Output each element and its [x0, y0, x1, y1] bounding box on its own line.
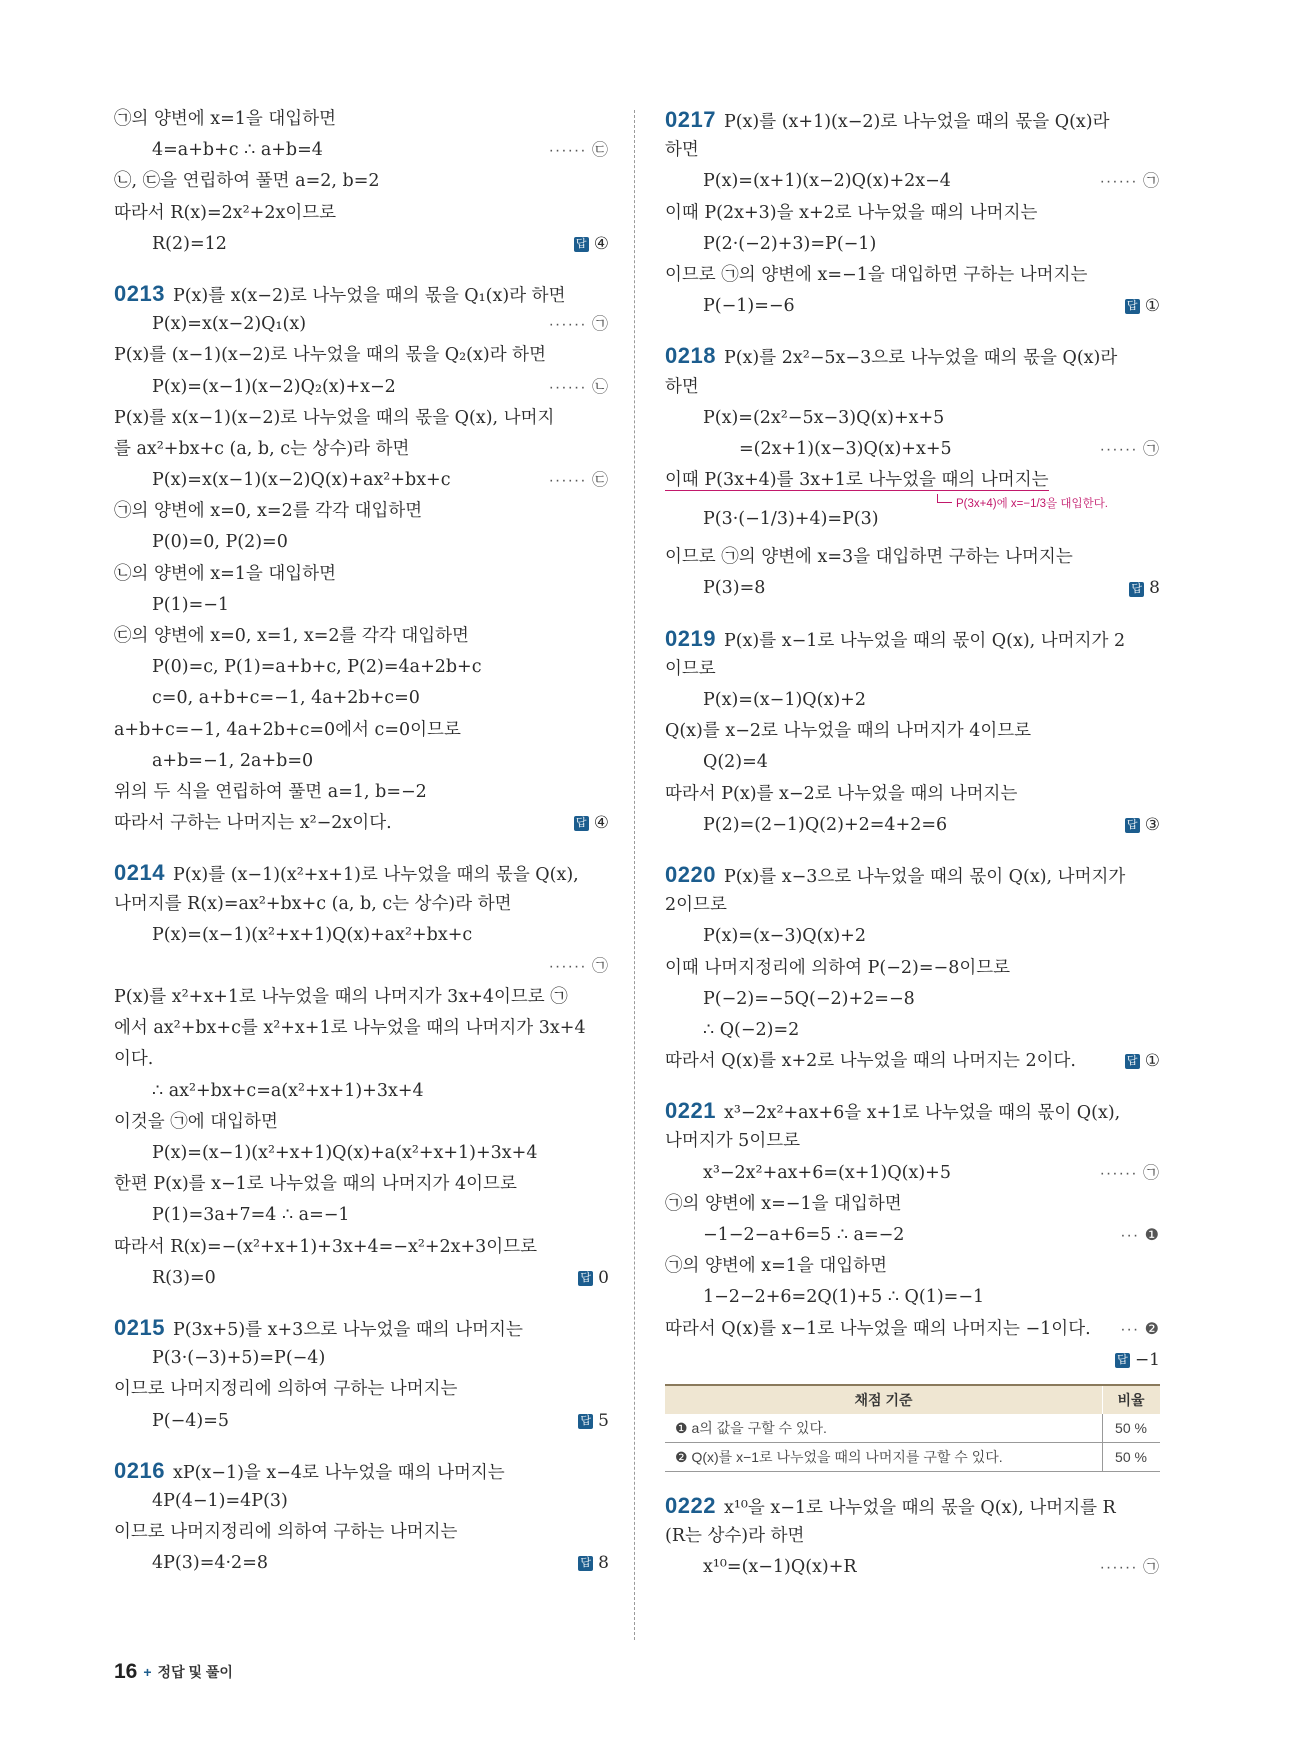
solution-line: [114, 1107, 609, 1138]
problem-heading-line: [114, 1455, 609, 1486]
solution-line: [114, 104, 609, 135]
solution-line: [665, 890, 1160, 921]
answer-mark: [1125, 1046, 1160, 1077]
line-text: 이므로 나머지정리에 의하여 구하는 나머지는: [114, 1522, 458, 1543]
line-text: 4=a+b+c ∴ a+b=4: [152, 140, 323, 161]
line-text: P(x)=x(x−2)Q₁(x): [152, 314, 307, 335]
note-text: P(3x+4)에 x=−1/3을 대입한다.: [956, 498, 1108, 511]
solution-line: [114, 166, 609, 197]
solution-line: [114, 1076, 609, 1107]
solution-line: [665, 1126, 1160, 1157]
equation-tag: ······ ㉠: [1099, 173, 1160, 191]
answer-icon: 답: [1115, 1353, 1130, 1368]
line-text: 를 ax²+bx+c (a, b, c는 상수)라 하면: [114, 438, 410, 459]
answer-icon: 답: [1125, 299, 1140, 314]
solution-line: [114, 1169, 609, 1200]
line-text: 이다.: [114, 1049, 154, 1070]
page-footer: [114, 1660, 233, 1684]
line-text: P(1)=−1: [152, 594, 230, 615]
solution-line: [665, 716, 1160, 747]
solution-line: [114, 808, 609, 839]
solution-line: [665, 747, 1160, 778]
line-text: R(3)=0: [152, 1267, 216, 1288]
line-text: 이때 나머지정리에 의하여 P(−2)=−8이므로: [665, 957, 1011, 978]
solution-line: [665, 1158, 1160, 1189]
solution-line: [665, 779, 1160, 810]
line-text: P(x)=(x−1)(x²+x+1)Q(x)+a(x²+x+1)+3x+4: [152, 1143, 538, 1163]
solution-line: [114, 683, 609, 714]
plus-icon: +: [143, 1664, 152, 1680]
line-text: 2이므로: [665, 895, 727, 916]
answer-value: ①: [1144, 1051, 1160, 1072]
line-text: ㉠의 양변에 x=1을 대입하면: [114, 109, 336, 129]
line-text: 이므로 ㉠의 양변에 x=−1을 대입하면 구하는 나머지는: [665, 264, 1088, 285]
line-text: P(0)=0, P(2)=0: [152, 532, 288, 553]
line-text: 따라서 R(x)=2x²+2x이므로: [114, 202, 337, 223]
line-text: Q(2)=4: [703, 752, 768, 773]
solution-line: [114, 372, 609, 403]
solution-line: [114, 198, 609, 229]
line-text: 이므로 ㉠의 양변에 x=3을 대입하면 구하는 나머지는: [665, 547, 1073, 568]
answer-value: ③: [1144, 814, 1160, 835]
solution-line: [114, 715, 609, 746]
line-text: 하면: [665, 140, 699, 161]
line-text: P(−4)=5: [152, 1410, 230, 1431]
line-text: P(x)를 x(x−1)(x−2)로 나누었을 때의 몫을 Q(x), 나머지: [114, 407, 555, 428]
solution-line: [114, 559, 609, 590]
line-text: P(3)=8: [703, 578, 766, 599]
solution-line: [665, 984, 1160, 1015]
answer-mark: [1125, 291, 1160, 322]
answer-icon: 답: [578, 1414, 593, 1429]
right-column-tail: [665, 1472, 1160, 1584]
line-text: P(x)=(2x²−5x−3)Q(x)+x+5: [703, 407, 945, 428]
answer-value: 5: [598, 1410, 609, 1431]
solution-line: [665, 291, 1160, 322]
line-text: 이것을 ㉠에 대입하면: [114, 1111, 278, 1132]
section-gap: [665, 1077, 1160, 1095]
problem-number: 0220: [665, 861, 716, 887]
section-gap: [665, 605, 1160, 623]
line-text: 이때 P(2x+3)을 x+2로 나누었을 때의 나머지는: [665, 202, 1038, 223]
line-text: 따라서 Q(x)를 x−1로 나누었을 때의 나머지는 −1이다.: [665, 1318, 1091, 1339]
line-text: x¹⁰을 x−1로 나누었을 때의 몫을 Q(x), 나머지를 R: [723, 1497, 1116, 1518]
solution-line: [665, 1251, 1160, 1282]
solution-line: [665, 465, 1160, 496]
equation-tag: ······ ㉡: [548, 378, 609, 396]
line-text: P(x)를 (x+1)(x−2)로 나누었을 때의 몫을 Q(x)라: [723, 112, 1110, 132]
grading-header-rate: 비율: [1103, 1385, 1161, 1414]
solution-line: [665, 434, 1160, 465]
section-gap: [114, 839, 609, 857]
answer-icon: 답: [578, 1556, 593, 1571]
line-text: P(x)를 (x−1)(x²+x+1)로 나누었을 때의 몫을 Q(x),: [172, 865, 579, 886]
solution-line: [665, 403, 1160, 434]
solution-line: [114, 403, 609, 434]
solution-line: [114, 1343, 609, 1374]
line-text: P(x)를 x−1로 나누었을 때의 몫이 Q(x), 나머지가 2: [723, 630, 1126, 651]
answer-icon: 답: [574, 816, 589, 831]
line-text: 에서 ax²+bx+c를 x²+x+1로 나누었을 때의 나머지가 3x+4: [114, 1018, 586, 1039]
answer-icon: 답: [1125, 1054, 1140, 1069]
line-text: P(x)를 x−3으로 나누었을 때의 몫이 Q(x), 나머지가: [723, 866, 1126, 887]
equation-tag: ······ ㉠: [1099, 440, 1160, 458]
line-text: 이므로: [665, 658, 716, 679]
problem-heading-line: [114, 1312, 609, 1343]
solution-line: [665, 1552, 1160, 1583]
problem-number: 0218: [665, 343, 716, 369]
section-gap: [114, 1437, 609, 1455]
line-text: P(3·(−1/3)+4)=P(3): [703, 509, 879, 530]
solution-line: [665, 372, 1160, 403]
solution-line: [665, 1015, 1160, 1046]
problem-heading-line: [665, 1095, 1160, 1126]
section-gap: [665, 841, 1160, 859]
line-text: x³−2x²+ax+6을 x+1로 나누었을 때의 몫이 Q(x),: [723, 1103, 1121, 1124]
line-text: c=0, a+b+c=−1, 4a+2b+c=0: [152, 688, 420, 709]
line-text: 4P(3)=4·2=8: [152, 1553, 268, 1574]
solution-line: [114, 746, 609, 777]
solution-line: [665, 953, 1160, 984]
line-text: 하면: [665, 376, 699, 397]
solution-line: [665, 135, 1160, 166]
line-text: P(1)=3a+7=4 ∴ a=−1: [152, 1205, 350, 1226]
problem-heading-line: [114, 857, 609, 888]
right-column-main: [665, 104, 1160, 1376]
equation-tag: ······ ㉠: [548, 316, 609, 334]
equation-tag: ··· ❷: [1120, 1320, 1160, 1338]
solution-line: [665, 229, 1160, 260]
line-text: 따라서 P(x)를 x−2로 나누었을 때의 나머지는: [665, 783, 1018, 804]
solution-line: [114, 229, 609, 260]
problem-number: 0217: [665, 107, 716, 132]
grading-criterion: ❷ Q(x)를 x−1로 나누었을 때의 나머지를 구할 수 있다.: [665, 1442, 1103, 1471]
line-text: 따라서 R(x)=−(x²+x+1)+3x+4=−x²+2x+3이므로: [114, 1236, 538, 1257]
line-text: a+b+c=−1, 4a+2b+c=0에서 c=0이므로: [114, 719, 461, 740]
line-text: P(x)=(x−1)Q(x)+2: [703, 690, 866, 710]
equation-tag: ······ ㉠: [548, 957, 609, 975]
solution-line: [665, 260, 1160, 291]
solution-line: [114, 1200, 609, 1231]
answer-value: −1: [1134, 1349, 1160, 1370]
line-text: P(2·(−2)+3)=P(−1): [703, 233, 877, 254]
answer-mark: [1115, 1345, 1160, 1376]
line-text: =(2x+1)(x−3)Q(x)+x+5: [739, 438, 952, 459]
column-divider: [634, 110, 635, 1640]
answer-value: 0: [598, 1267, 609, 1288]
equation-tag: ······ ㉠: [1099, 1164, 1160, 1182]
problem-number: 0215: [114, 1314, 165, 1340]
solution-line: [114, 590, 609, 621]
solution-line: [114, 1548, 609, 1579]
line-text: ㉠의 양변에 x=1을 대입하면: [665, 1256, 887, 1277]
line-text: P(3x+5)를 x+3으로 나누었을 때의 나머지는: [172, 1319, 523, 1340]
solution-line: [665, 198, 1160, 229]
answer-icon: 답: [1125, 818, 1140, 833]
line-text: P(x)=x(x−1)(x−2)Q(x)+ax²+bx+c: [152, 470, 451, 491]
solution-line: [665, 1189, 1160, 1220]
solution-line: [114, 1013, 609, 1044]
solution-line: [114, 1044, 609, 1075]
line-text: P(x)=(x+1)(x−2)Q(x)+2x−4: [703, 171, 951, 192]
equation-tag: ······ ㉢: [548, 472, 609, 490]
line-text: 이므로 나머지정리에 의하여 구하는 나머지는: [114, 1379, 458, 1400]
solution-line: [665, 921, 1160, 952]
line-text: ∴ ax²+bx+c=a(x²+x+1)+3x+4: [152, 1080, 424, 1101]
solution-line: [665, 654, 1160, 685]
line-text: ㉡, ㉢을 연립하여 풀면 a=2, b=2: [114, 171, 380, 192]
solution-line: [114, 621, 609, 652]
solution-line: [665, 810, 1160, 841]
solution-line: [665, 1314, 1160, 1345]
answer-icon: 답: [578, 1271, 593, 1286]
solution-line: [114, 527, 609, 558]
line-text: a+b=−1, 2a+b=0: [152, 750, 314, 771]
line-text: P(x)를 x(x−2)로 나누었을 때의 몫을 Q₁(x)라 하면: [172, 285, 566, 306]
solution-line: [114, 496, 609, 527]
answer-icon: 답: [1129, 582, 1144, 597]
line-text: ㉠의 양변에 x=0, x=2를 각각 대입하면: [114, 501, 423, 522]
grading-criterion: ❶ a의 값을 구할 수 있다.: [665, 1414, 1103, 1443]
line-text: Q(x)를 x−2로 나누었을 때의 나머지가 4이므로: [665, 721, 1032, 742]
solution-line: [665, 1046, 1160, 1077]
line-text: 4P(4−1)=4P(3): [152, 1490, 288, 1511]
grading-table: [665, 1384, 1160, 1472]
answer-value: ④: [593, 813, 609, 834]
solution-line: [665, 685, 1160, 716]
line-text: P(x)=(x−1)(x−2)Q₂(x)+x−2: [152, 376, 396, 397]
line-text: P(x)를 x²+x+1로 나누었을 때의 나머지가 3x+4이므로 ㉠: [114, 987, 568, 1008]
problem-number: 0219: [665, 625, 716, 651]
problem-number: 0214: [114, 860, 165, 886]
line-text: 나머지를 R(x)=ax²+bx+c (a, b, c는 상수)라 하면: [114, 893, 512, 914]
line-text: P(x)를 2x²−5x−3으로 나누었을 때의 몫을 Q(x)라: [723, 348, 1118, 369]
answer-value: ①: [1144, 296, 1160, 317]
line-text: P(x)를 (x−1)(x−2)로 나누었을 때의 몫을 Q₂(x)라 하면: [114, 345, 546, 366]
line-text: P(−2)=−5Q(−2)+2=−8: [703, 988, 915, 1009]
solution-line: [665, 166, 1160, 197]
line-text: P(0)=c, P(1)=a+b+c, P(2)=4a+2b+c: [152, 657, 482, 678]
line-text: x¹⁰=(x−1)Q(x)+R: [703, 1557, 857, 1578]
solution-line: [665, 1521, 1160, 1552]
solution-line: [114, 1263, 609, 1294]
solution-line: [665, 573, 1160, 604]
grading-row: [665, 1414, 1160, 1443]
problem-number: 0216: [114, 1457, 165, 1483]
solution-line: [114, 465, 609, 496]
answer-value: 8: [598, 1553, 609, 1574]
solution-line: [114, 889, 609, 920]
solution-line: [114, 1486, 609, 1517]
solution-line: [114, 434, 609, 465]
grading-rate: 50 %: [1103, 1442, 1161, 1471]
solution-line: [114, 1138, 609, 1169]
note-hook-icon: [937, 494, 952, 503]
problem-heading-line: [665, 1490, 1160, 1521]
line-text: 1−2−2+6=2Q(1)+5 ∴ Q(1)=−1: [703, 1287, 985, 1308]
line-text: P(x)=(x−1)(x²+x+1)Q(x)+ax²+bx+c: [152, 924, 473, 945]
line-text: (R는 상수)라 하면: [665, 1526, 805, 1547]
answer-value: 8: [1149, 578, 1160, 599]
line-text: x³−2x²+ax+6=(x+1)Q(x)+5: [703, 1162, 951, 1183]
problem-heading-line: [665, 859, 1160, 890]
problem-number: 0222: [665, 1492, 716, 1518]
line-text: P(2)=(2−1)Q(2)+2=4+2=6: [703, 814, 948, 835]
margin-note: [937, 494, 1108, 512]
solution-line: [114, 951, 609, 982]
line-text: 나머지가 5이므로: [665, 1131, 801, 1152]
line-text: 위의 두 식을 연립하여 풀면 a=1, b=−2: [114, 781, 427, 802]
line-text: 따라서 구하는 나머지는 x²−2x이다.: [114, 813, 392, 834]
grading-rate: 50 %: [1103, 1414, 1161, 1443]
problem-heading-line: [114, 278, 609, 309]
section-gap: [114, 260, 609, 278]
section-gap: [665, 1472, 1160, 1490]
solution-line: [665, 1345, 1160, 1376]
problem-heading-line: [665, 104, 1160, 135]
problem-number: 0213: [114, 280, 165, 306]
equation-tag: ······ ㉢: [548, 142, 609, 160]
solution-line: [665, 496, 1160, 542]
grading-header-criterion: 채점 기준: [665, 1385, 1103, 1414]
line-text: 한편 P(x)를 x−1로 나누었을 때의 나머지가 4이므로: [114, 1174, 517, 1195]
section-gap: [665, 322, 1160, 340]
answer-mark: [578, 1263, 609, 1294]
line-text: P(−1)=−6: [703, 296, 795, 317]
line-text: P(3·(−3)+5)=P(−4): [152, 1348, 326, 1369]
answer-mark: [1125, 810, 1160, 841]
solution-line: [665, 1282, 1160, 1313]
equation-tag: ······ ㉠: [1099, 1559, 1160, 1577]
line-text: −1−2−a+6=5 ∴ a=−2: [703, 1225, 905, 1245]
line-text: R(2)=12: [152, 233, 227, 254]
answer-icon: 답: [574, 237, 589, 252]
section-title: 정답 및 풀이: [157, 1664, 233, 1680]
line-text: ㉢의 양변에 x=0, x=1, x=2를 각각 대입하면: [114, 626, 469, 646]
answer-mark: [574, 229, 609, 260]
right-column: [665, 104, 1160, 1584]
problem-number: 0221: [665, 1098, 716, 1124]
answer-mark: [574, 808, 609, 839]
line-text: ∴ Q(−2)=2: [703, 1019, 800, 1040]
line-text: ㉡의 양변에 x=1을 대입하면: [114, 563, 336, 584]
solution-line: [114, 982, 609, 1013]
answer-value: ④: [593, 233, 609, 254]
grading-row: [665, 1442, 1160, 1471]
solution-line: [114, 1374, 609, 1405]
solution-line: [665, 542, 1160, 573]
section-gap: [114, 1294, 609, 1312]
answer-mark: [578, 1548, 609, 1579]
solution-line: [114, 920, 609, 951]
answer-mark: [578, 1406, 609, 1437]
left-column: [114, 104, 609, 1579]
solution-line: [114, 309, 609, 340]
page-number: 16: [114, 1660, 138, 1683]
line-text: xP(x−1)을 x−4로 나누었을 때의 나머지는: [172, 1462, 505, 1483]
equation-tag: ··· ❶: [1120, 1227, 1160, 1244]
line-text: ㉠의 양변에 x=−1을 대입하면: [665, 1193, 902, 1214]
line-text: P(x)=(x−3)Q(x)+2: [703, 926, 866, 947]
solution-line: [665, 1220, 1160, 1251]
answer-mark: [1129, 573, 1160, 604]
solution-line: [114, 1517, 609, 1548]
line-text: 따라서 Q(x)를 x+2로 나누었을 때의 나머지는 2이다.: [665, 1051, 1076, 1072]
solution-line: [114, 1232, 609, 1263]
solution-line: [114, 1406, 609, 1437]
solution-line: [114, 777, 609, 808]
problem-heading-line: [665, 340, 1160, 371]
problem-heading-line: [665, 623, 1160, 654]
solution-line: [114, 135, 609, 166]
line-text: 이때 P(3x+4)를 3x+1로 나누었을 때의 나머지는: [665, 470, 1049, 491]
solution-line: [114, 652, 609, 683]
solution-line: [114, 340, 609, 371]
